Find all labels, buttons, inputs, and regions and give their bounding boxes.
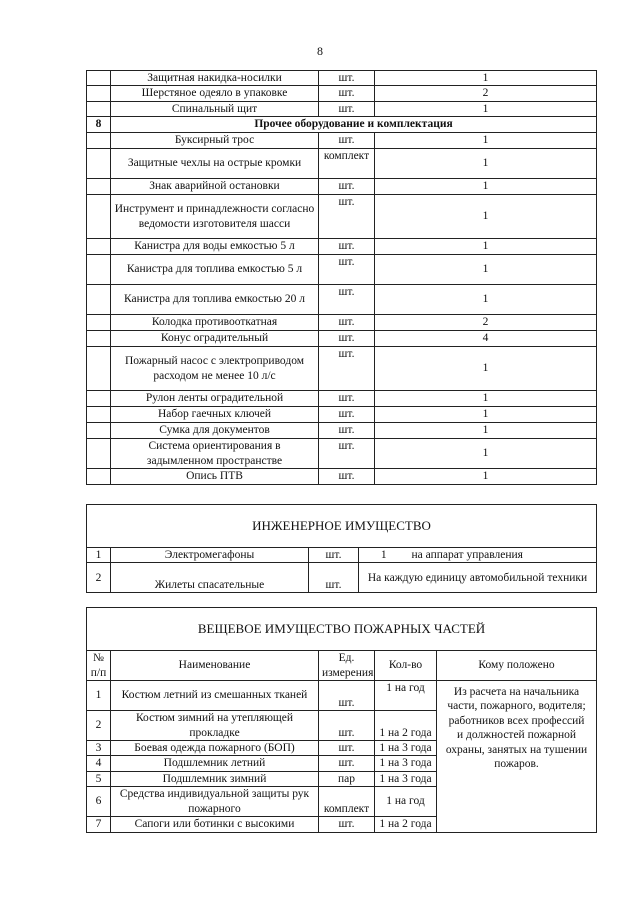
row-number: 6 [87,787,111,817]
item-name: Подшлемник зимний [111,771,319,786]
table-row [87,133,597,149]
table-row [87,149,597,179]
item-name: Средства индивидуальной защиты рук пожарного [111,787,319,817]
item-name: Канистра для воды емкостью 5 л [111,239,319,255]
item-qty: 1 на 2 года [375,817,437,832]
item-qty: 1 [375,469,597,485]
table-row [87,681,597,711]
item-qty: 1 на год [375,681,437,711]
item-qty: 1 на 3 года [375,771,437,786]
item-qty: 1 на 3 года [375,756,437,771]
item-name: Костюм летний из смешанных тканей [111,681,319,711]
item-unit: шт. [319,407,375,423]
item-unit: шт. [319,681,375,711]
section-row [87,117,597,133]
item-unit: шт. [319,423,375,439]
item-unit: шт. [319,86,375,101]
item-unit: шт. [319,347,375,391]
header-row [87,651,597,681]
item-unit: шт. [319,71,375,86]
item-name: Сапоги или ботинки с высокими [111,817,319,832]
item-qty: 1 [375,255,597,285]
item-qty: 1 [375,71,597,86]
item-qty: 1 [375,195,597,239]
item-qty: 2 [375,86,597,101]
item-qty: 1 [375,391,597,407]
table-row [87,563,597,593]
item-unit: шт. [319,101,375,116]
clothing-title: ВЕЩЕВОЕ ИМУЩЕСТВО ПОЖАРНЫХ ЧАСТЕЙ [87,608,597,651]
table-row [87,255,597,285]
item-unit: шт. [319,741,375,756]
table-row [87,423,597,439]
table-row [87,469,597,485]
table-row [87,548,597,563]
item-name: Система ориентирования в задымленном пространстве [111,439,319,469]
item-name: Электромегафоны [111,548,309,563]
item-qty: 1 [375,101,597,116]
item-unit: шт. [319,756,375,771]
engineering-title: ИНЖЕНЕРНОЕ ИМУЩЕСТВО [87,505,597,548]
page-number: 8 [317,44,323,58]
item-unit: шт. [319,391,375,407]
item-name: Защитные чехлы на острые кромки [111,149,319,179]
table-row [87,439,597,469]
row-number: 1 [87,548,111,563]
table-row [87,347,597,391]
item-unit: шт. [319,239,375,255]
item-qty: 1 [375,179,597,195]
entitled-note: Из расчета на начальника части, пожарного, водителя; работников всех профессий и должностей пожарной охраны, занятых на тушении пожаров. [437,681,597,833]
table-row [87,71,597,86]
item-name: Костюм зимний на утепляющей прокладке [111,711,319,741]
item-qty: 1 на 2 года [375,711,437,741]
row-number: 4 [87,756,111,771]
table-row [87,195,597,239]
row-number: 2 [87,711,111,741]
item-name: Знак аварийной остановки [111,179,319,195]
item-name: Опись ПТВ [111,469,319,485]
item-unit: шт. [309,563,359,593]
item-qty: 1 [359,548,409,563]
item-note: На каждую единицу автомобильной техники [359,563,597,593]
item-unit: шт. [309,548,359,563]
table-row [87,315,597,331]
item-unit: шт. [319,469,375,485]
header-unit: Ед. измерения [319,651,375,681]
item-name: Конус оградительный [111,331,319,347]
row-number: 5 [87,771,111,786]
item-name: Рулон ленты оградительной [111,391,319,407]
item-name: Шерстяное одеяло в упаковке [111,86,319,101]
item-name: Буксирный трос [111,133,319,149]
engineering-table [86,504,597,593]
header-qty: Кол-во [375,651,437,681]
item-name: Боевая одежда пожарного (БОП) [111,741,319,756]
item-unit: шт. [319,179,375,195]
row-number: 2 [87,563,111,593]
item-name: Пожарный насос с электроприводом расходом не менее 10 л/с [111,347,319,391]
item-unit: шт. [319,711,375,741]
item-unit: шт. [319,285,375,315]
item-unit: шт. [319,439,375,469]
item-unit: комплект [319,787,375,817]
table-row [87,101,597,116]
table-row [87,407,597,423]
item-name: Канистра для топлива емкостью 20 л [111,285,319,315]
item-name: Набор гаечных ключей [111,407,319,423]
item-name: Канистра для топлива емкостью 5 л [111,255,319,285]
item-qty: 1 [375,285,597,315]
item-unit: шт. [319,817,375,832]
row-number: 3 [87,741,111,756]
item-unit: комплект [319,149,375,179]
item-name: Жилеты спасательные [111,563,309,593]
table-row [87,86,597,101]
item-qty: 1 [375,347,597,391]
item-qty: 1 [375,407,597,423]
table-row [87,179,597,195]
item-name: Подшлемник летний [111,756,319,771]
row-number: 1 [87,681,111,711]
item-qty: 1 [375,239,597,255]
row-number [87,101,111,116]
item-unit: шт. [319,255,375,285]
item-name: Сумка для документов [111,423,319,439]
header-who: Кому положено [437,651,597,681]
item-qty: 1 [375,149,597,179]
table-row [87,285,597,315]
item-unit: пар [319,771,375,786]
section-title: Прочее оборудование и комплектация [111,117,597,133]
item-qty: 1 на год [375,787,437,817]
item-qty: 2 [375,315,597,331]
item-name: Спинальный щит [111,101,319,116]
row-number [87,71,111,86]
item-qty: 1 [375,423,597,439]
item-note: на аппарат управления [409,548,597,563]
item-qty: 1 на 3 года [375,741,437,756]
item-qty: 4 [375,331,597,347]
clothing-table [86,607,597,833]
table-row [87,239,597,255]
row-number: 7 [87,817,111,832]
header-num: № п/п [87,651,111,681]
table-row [87,391,597,407]
item-qty: 1 [375,439,597,469]
row-number [87,86,111,101]
section-number: 8 [87,117,111,133]
item-name: Инструмент и принадлежности согласно ведомости изготовителя шасси [111,195,319,239]
equipment-table [86,70,597,485]
item-unit: шт. [319,133,375,149]
table-row [87,331,597,347]
item-name: Защитная накидка-носилки [111,71,319,86]
item-unit: шт. [319,331,375,347]
item-unit: шт. [319,315,375,331]
item-unit: шт. [319,195,375,239]
header-name: Наименование [111,651,319,681]
item-name: Колодка противооткатная [111,315,319,331]
item-qty: 1 [375,133,597,149]
